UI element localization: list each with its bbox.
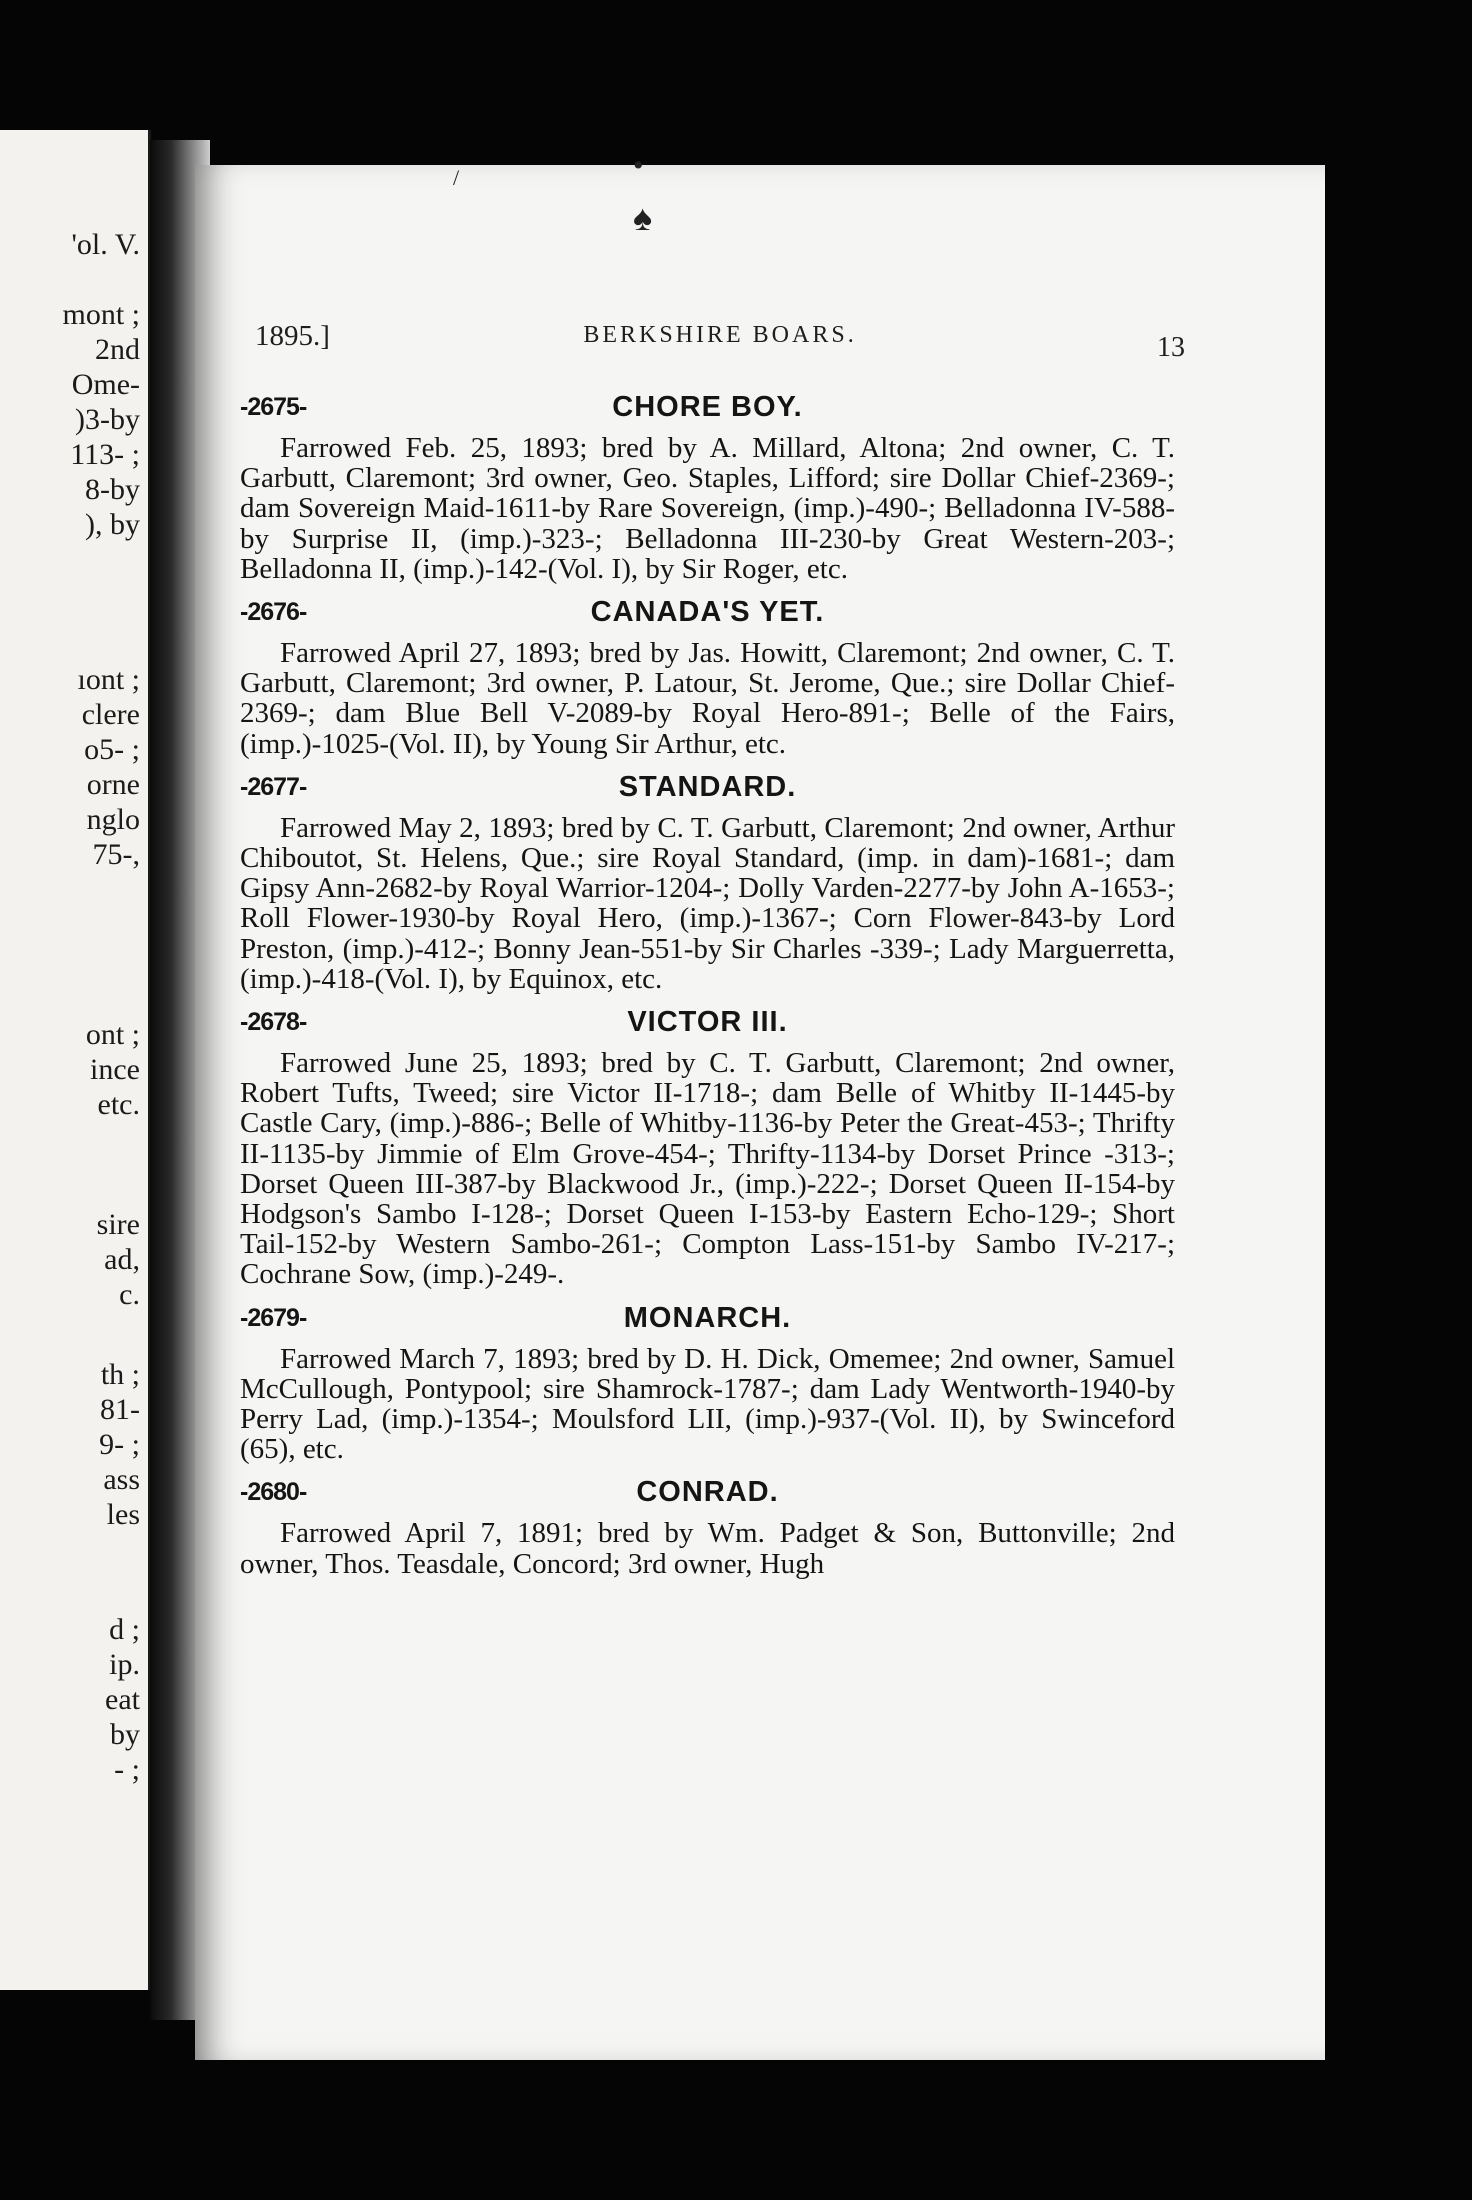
- entry-number: -2676-: [240, 598, 307, 627]
- left-page-fragment: 75-,: [92, 838, 140, 871]
- left-page-fragment: ıont ;: [77, 663, 140, 696]
- print-speck: •: [633, 149, 644, 182]
- left-page-fragment: th ;: [100, 1358, 140, 1391]
- print-speck: /: [453, 165, 460, 190]
- left-page-fragment: nglo: [86, 803, 140, 836]
- entry: [240, 767, 1175, 994]
- left-page-fragment: ad,: [104, 1243, 140, 1276]
- left-page-fragment: orne: [86, 768, 140, 801]
- entry-number: -2675-: [240, 393, 307, 421]
- entry: [240, 592, 1175, 759]
- left-page-fragment: 2nd: [95, 333, 140, 366]
- running-head: [255, 320, 1185, 363]
- entry-name: CANADA'S YET.: [590, 596, 825, 629]
- left-page-fragment: ), by: [85, 508, 140, 541]
- entry-text: Farrowed Feb. 25, 1893; bred by A. Millard, Altona; 2nd owner, C. T. Garbutt, Claremont; 3rd owner, Geo. Staples, Lifford; sire Dollar Chief-2369-; dam Sovereign Maid-1611-by Rare Sovereign, (imp.)-490-; Belladonna IV-588-by Surprise II, (imp.)-323-; Belladonna III-230-by Great Western-203-; Belladonna II, (imp.)-142-(Vol. I), by Sir Roger, etc.: [240, 432, 1175, 585]
- entry-number: -2677-: [240, 772, 307, 801]
- left-page: [0, 130, 151, 1990]
- entry-text: Farrowed March 7, 1893; bred by D. H. Dick, Omemee; 2nd owner, Samuel McCullough, Pontypool; sire Shamrock-1787-; dam Lady Wentworth-1940-by Perry Lad, (imp.)-1354-; Moulsford LII, (imp.)-937-(Vol. II), by Swinceford (65), etc.: [240, 1342, 1175, 1466]
- entry-number: -2679-: [240, 1303, 307, 1332]
- entry-name: MONARCH.: [623, 1301, 792, 1334]
- left-page-fragment: d ;: [109, 1613, 140, 1646]
- left-page-fragment: ass: [103, 1463, 140, 1496]
- left-page-fragment: les: [106, 1498, 140, 1531]
- entry: [240, 387, 1175, 584]
- entry-name: VICTOR III.: [627, 1006, 788, 1039]
- left-page-fragment: 81-: [100, 1393, 140, 1426]
- entry-text: Farrowed June 25, 1893; bred by C. T. Garbutt, Claremont; 2nd owner, Robert Tufts, Tweed; sire Victor II-1718-; dam Belle of Whitby II-1445-by Castle Cary, (imp.)-886-; Belle of Whitby-1136-by Peter the Great-453-; Thrifty II-1135-by Jimmie of Elm Grove-454-; Thrifty-1134-by Dorset Prince -313-; Dorset Queen III-387-by Blackwood Jr., (imp.)-222-; Dorset Queen II-154-by Hodgson's Sambo I-128-; Dorset Queen I-153-by Eastern Echo-129-; Short Tail-152-by Western Sambo-261-; Compton Lass-151-by Sambo IV-217-; Cochrane Sow, (imp.)-249-.: [240, 1047, 1175, 1291]
- left-page-fragment: c.: [119, 1278, 140, 1311]
- entry-name: CONRAD.: [636, 1476, 779, 1509]
- left-page-fragment: mont ;: [62, 298, 140, 331]
- left-page-fragment: - ;: [114, 1753, 140, 1786]
- entry-name: STANDARD.: [618, 770, 797, 803]
- left-page-fragment: Ome-: [71, 368, 140, 401]
- entry-number: -2678-: [240, 1008, 307, 1037]
- left-page-fragment: clere: [81, 698, 140, 731]
- left-page-fragment: 8-by: [85, 473, 140, 506]
- entry-name: CHORE BOY.: [612, 391, 803, 423]
- left-page-fragment: )3-by: [75, 403, 140, 436]
- left-page-fragment: etc.: [97, 1088, 140, 1121]
- left-page-fragment: eat: [105, 1683, 140, 1716]
- left-page-fragment: 'ol. V.: [71, 228, 140, 261]
- entry: [240, 1472, 1175, 1578]
- entry-list: [240, 387, 1175, 1587]
- entry-text: Farrowed May 2, 1893; bred by C. T. Garbutt, Claremont; 2nd owner, Arthur Chiboutot, St. Helens, Que.; sire Royal Standard, (imp. in dam)-1681-; dam Gipsy Ann-2682-by Royal Warrior-1204-; Dolly Varden-2277-by John A-1653-; Roll Flower-1930-by Royal Hero, (imp.)-1367-; Corn Flower-843-by Lord Preston, (imp.)-412-; Bonny Jean-551-by Sir Charles -339-; Lady Marguerretta, (imp.)-418-(Vol. I), by Equinox, etc.: [240, 811, 1175, 995]
- left-page-fragment: ip.: [109, 1648, 140, 1681]
- left-page-fragment: by: [110, 1718, 140, 1751]
- left-page-fragment: 113- ;: [70, 438, 140, 471]
- entry-number: -2680-: [240, 1478, 307, 1507]
- print-speck: ♠: [633, 198, 653, 238]
- page-number: 13: [1157, 332, 1185, 363]
- entry-text: Farrowed April 27, 1893; bred by Jas. Howitt, Claremont; 2nd owner, C. T. Garbutt, Claremont; 3rd owner, P. Latour, St. Jerome, Que.; sire Dollar Chief-2369-; dam Blue Bell V-2089-by Royal Hero-891-; Belle of the Fairs, (imp.)-1025-(Vol. II), by Young Sir Arthur, etc.: [240, 637, 1175, 760]
- right-page: [195, 149, 1325, 2060]
- left-page-fragment: 9- ;: [99, 1428, 140, 1461]
- left-page-fragment: sire: [96, 1208, 140, 1241]
- header-title: BERKSHIRE BOARS.: [583, 322, 857, 348]
- left-page-fragment: o5- ;: [84, 733, 140, 766]
- entry: [240, 1002, 1175, 1290]
- left-page-fragment: ont ;: [85, 1018, 140, 1051]
- entry: [240, 1298, 1175, 1465]
- entry-text: Farrowed April 7, 1891; bred by Wm. Padget & Son, Buttonville; 2nd owner, Thos. Teasdale, Concord; 3rd owner, Hugh: [240, 1517, 1175, 1580]
- header-year: 1895.]: [255, 320, 330, 352]
- left-page-fragment: ince: [90, 1053, 140, 1086]
